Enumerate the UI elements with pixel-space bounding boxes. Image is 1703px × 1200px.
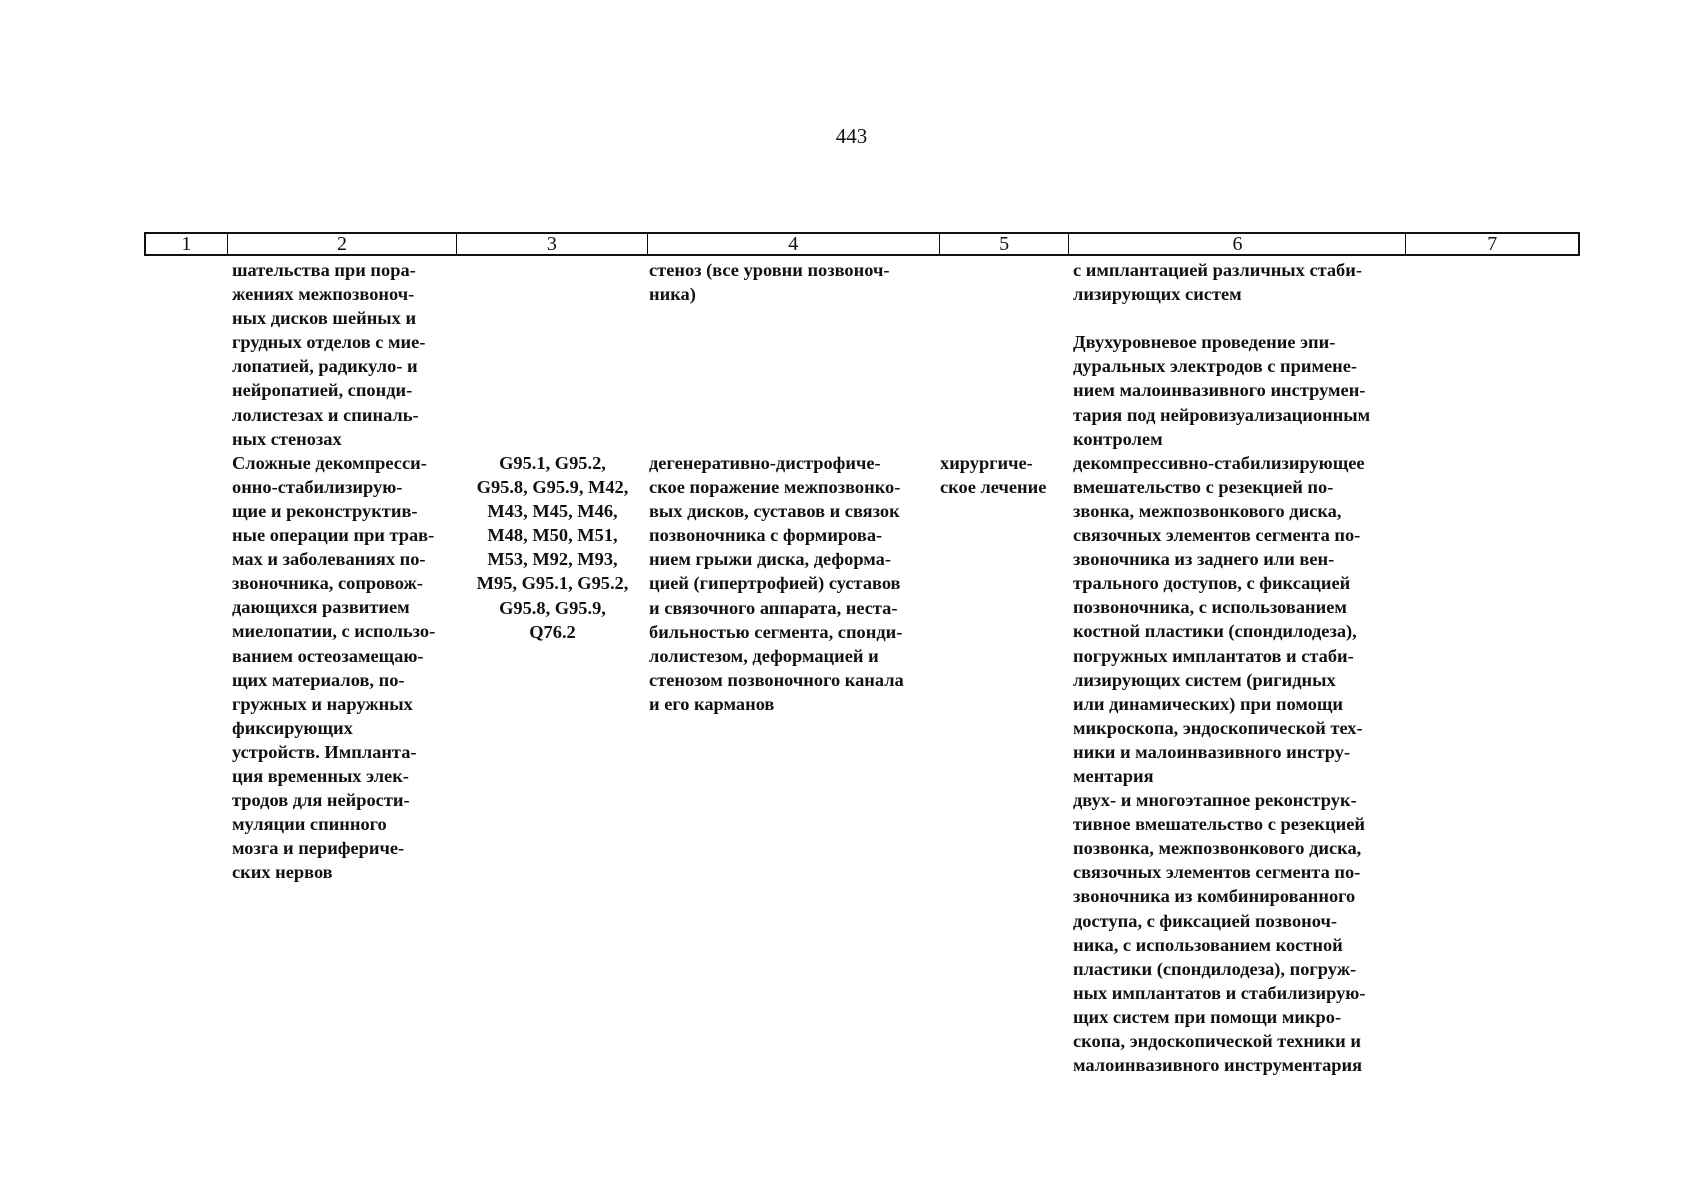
cell-col2-intervention-name: шательства при пора- жениях межпозвоноч- ных дисков шейных и грудных отделов с мие- лопатией, радикуло- и нейропатией, спонди- лолистезах и спиналь- ных стенозах Сложные декомпресси- онно-стабилизирую- щие и реконструктив- ные операции при трав- мах и заболеваниях по- звоночника, сопровож- дающихся развитием миелопатии, с использо- ванием остеозамещаю- щих материалов, по- гружных и наружных фиксирующих устройств. Импланта- ция временных элек- тродов для нейрости- муляции спинного мозга и перифериче- ских нервов <box>232 260 436 883</box>
page-number: 443 <box>835 124 868 148</box>
cell-col4-continued-diagnosis: стеноз (все уровни позвоноч- ника) <box>649 260 890 305</box>
cell-col3-icd-codes: G95.1, G95.2, G95.8, G95.9, M42, M43, M45, M46, M48, M50, M51, M53, M92, M93, M95, G95.1, G95.2, G95.8, G95.9, Q76.2 <box>476 453 629 642</box>
column-header-1: 1 <box>146 234 228 254</box>
column-header-7: 7 <box>1487 233 1498 255</box>
column-header-2: 2 <box>228 234 457 254</box>
cell-col5-treatment-type: хирургиче- ское лечение <box>940 453 1047 498</box>
column-header-4: 4 <box>648 234 940 254</box>
column-header-6: 6 <box>1069 234 1406 254</box>
cell-col4-diagnosis: дегенеративно-дистрофиче- ское поражение межпозвонко- вых дисков, суставов и связок позвоночника с формирова- нием грыжи диска, деформа- цией (гипертрофией) суставов и связочного аппарата, неста- бильностью сегмента, спонди- лолистезом, деформацией и стенозом позвоночного канала и его карманов <box>649 453 904 714</box>
cell-col6-treatment-method: с имплантацией различных стаби- лизирующих систем Двухуровневое проведение эпи- дуральных электродов с примене- нием малоинвазивного инструмен- тария под нейровизуализационным контролем декомпрессивно-стабилизирующее вмешательство с резекцией по- звонка, межпозвонкового диска, связочных элементов сегмента по- звоночника из заднего или вен- трального доступов, с фиксацией позвоночника, с использованием костной пластики (спондилодеза), погружных имплантатов и стаби- лизирующих систем (ригидных или динамических) при помощи микроскопа, эндоскопической тех- ники и малоинвазивного инстру- ментария двух- и многоэтапное реконструк- тивное вмешательство с резекцией позвонка, межпозвонкового диска, связочных элементов сегмента по- звоночника из комбинированного доступа, с фиксацией позвоноч- ника, с использованием костной пластики (спондилодеза), погруж- ных имплантатов и стабилизирую- щих систем при помощи микро- скопа, эндоскопической техники и малоинвазивного инструментария <box>1073 260 1371 1076</box>
column-header-3: 3 <box>457 234 647 254</box>
table-header-row <box>144 232 1580 256</box>
column-header-5: 5 <box>940 234 1070 254</box>
